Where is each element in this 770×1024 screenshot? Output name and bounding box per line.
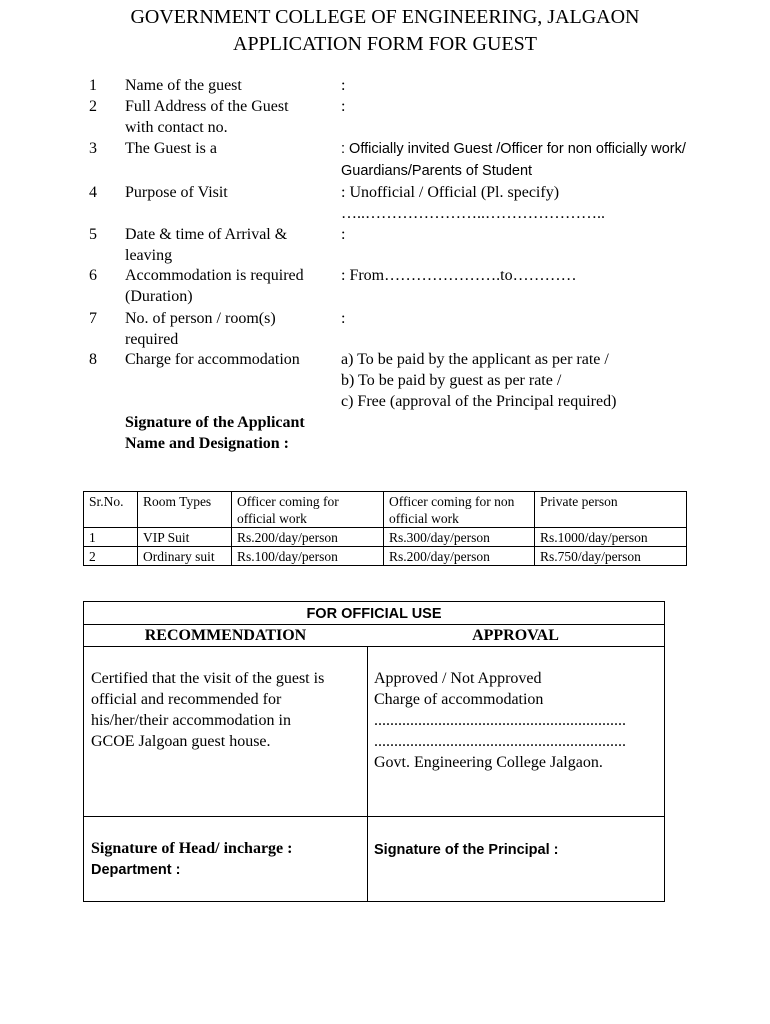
official-use-section bbox=[83, 601, 665, 902]
table-cell: Rs.200/day/person bbox=[232, 528, 384, 547]
department-label: Department : bbox=[91, 862, 181, 878]
table-cell: 1 bbox=[84, 528, 138, 547]
recommendation-text-line: his/her/their accommodation in bbox=[91, 712, 291, 729]
q3-label: The Guest is a bbox=[125, 140, 217, 157]
divider bbox=[84, 816, 664, 817]
q1-label: Name of the guest bbox=[125, 77, 242, 94]
header-cell: Private person bbox=[535, 492, 687, 528]
table-cell: VIP Suit bbox=[138, 528, 232, 547]
q8-option-a: a) To be paid by the applicant as per rate / bbox=[341, 351, 609, 368]
approval-dotted-line: ............................................................... bbox=[374, 712, 626, 729]
q2-number: 2 bbox=[89, 98, 97, 115]
q2-label-cont: with contact no. bbox=[125, 119, 228, 136]
q8-number: 8 bbox=[89, 351, 97, 368]
divider bbox=[84, 646, 664, 647]
q4-label: Purpose of Visit bbox=[125, 184, 228, 201]
q1-number: 1 bbox=[89, 77, 97, 94]
table-cell: Rs.750/day/person bbox=[535, 547, 687, 566]
q6-value: : From………………….to………… bbox=[341, 267, 577, 284]
head-signature-label: Signature of Head/ incharge : bbox=[91, 840, 293, 857]
q7-label: No. of person / room(s) bbox=[125, 310, 276, 327]
official-use-title: FOR OFFICIAL USE bbox=[306, 606, 442, 622]
q6-label: Accommodation is required bbox=[125, 267, 304, 284]
column-divider bbox=[367, 647, 368, 901]
q4-value: : Unofficial / Official (Pl. specify) bbox=[341, 184, 560, 201]
header-cell: Sr.No. bbox=[84, 492, 138, 528]
table-cell: Ordinary suit bbox=[138, 547, 232, 566]
table-row bbox=[84, 528, 687, 547]
table-cell: Rs.100/day/person bbox=[232, 547, 384, 566]
header-cell: Room Types bbox=[138, 492, 232, 528]
recommendation-text-line: official and recommended for bbox=[91, 691, 282, 708]
table-cell: Rs.1000/day/person bbox=[535, 528, 687, 547]
q5-label-cont: leaving bbox=[125, 247, 173, 264]
q7-value: : bbox=[341, 310, 346, 327]
table-cell: 2 bbox=[84, 547, 138, 566]
recommendation-heading: RECOMMENDATION bbox=[144, 627, 307, 644]
header-cell: Officer coming for official work bbox=[232, 492, 384, 528]
q5-value: : bbox=[341, 226, 346, 243]
header-cell: Officer coming for non official work bbox=[384, 492, 535, 528]
q7-label-cont: required bbox=[125, 331, 179, 348]
q3-value: : Officially invited Guest /Officer for non officially work/ bbox=[341, 141, 686, 157]
table-row bbox=[84, 547, 687, 566]
q3-number: 3 bbox=[89, 140, 97, 157]
table-cell: Rs.300/day/person bbox=[384, 528, 535, 547]
form-title: APPLICATION FORM FOR GUEST bbox=[233, 33, 537, 55]
q1-value: : bbox=[341, 77, 346, 94]
q6-number: 6 bbox=[89, 267, 97, 284]
q5-number: 5 bbox=[89, 226, 97, 243]
college-name: GOVERNMENT COLLEGE OF ENGINEERING, JALGAON bbox=[130, 6, 640, 28]
applicant-name-designation-label: Name and Designation : bbox=[125, 435, 290, 452]
principal-signature-label: Signature of the Principal : bbox=[374, 842, 559, 858]
approval-charge-label: Charge of accommodation bbox=[374, 691, 544, 708]
approval-college-name: Govt. Engineering College Jalgaon. bbox=[374, 754, 603, 771]
q3-value-cont: Guardians/Parents of Student bbox=[341, 163, 533, 179]
table-header-row bbox=[84, 492, 687, 528]
recommendation-text-line: GCOE Jalgoan guest house. bbox=[91, 733, 271, 750]
approval-status-text: Approved / Not Approved bbox=[374, 670, 542, 687]
q2-label: Full Address of the Guest bbox=[125, 98, 289, 115]
q5-label: Date & time of Arrival & bbox=[125, 226, 288, 243]
table-cell: Rs.200/day/person bbox=[384, 547, 535, 566]
q4-specify-line: …..…………………..………………….. bbox=[341, 205, 605, 222]
applicant-signature-label: Signature of the Applicant bbox=[125, 414, 305, 431]
q4-number: 4 bbox=[89, 184, 97, 201]
approval-dotted-line: ............................................................... bbox=[374, 733, 626, 750]
room-rate-table bbox=[83, 491, 687, 566]
q7-number: 7 bbox=[89, 310, 97, 327]
q8-option-c: c) Free (approval of the Principal required) bbox=[341, 393, 617, 410]
divider bbox=[84, 624, 664, 625]
approval-heading: APPROVAL bbox=[472, 627, 559, 644]
q6-label-cont: (Duration) bbox=[125, 288, 193, 305]
q2-value: : bbox=[341, 98, 346, 115]
q8-label: Charge for accommodation bbox=[125, 351, 300, 368]
q8-option-b: b) To be paid by guest as per rate / bbox=[341, 372, 562, 389]
recommendation-text-line: Certified that the visit of the guest is bbox=[91, 670, 325, 687]
